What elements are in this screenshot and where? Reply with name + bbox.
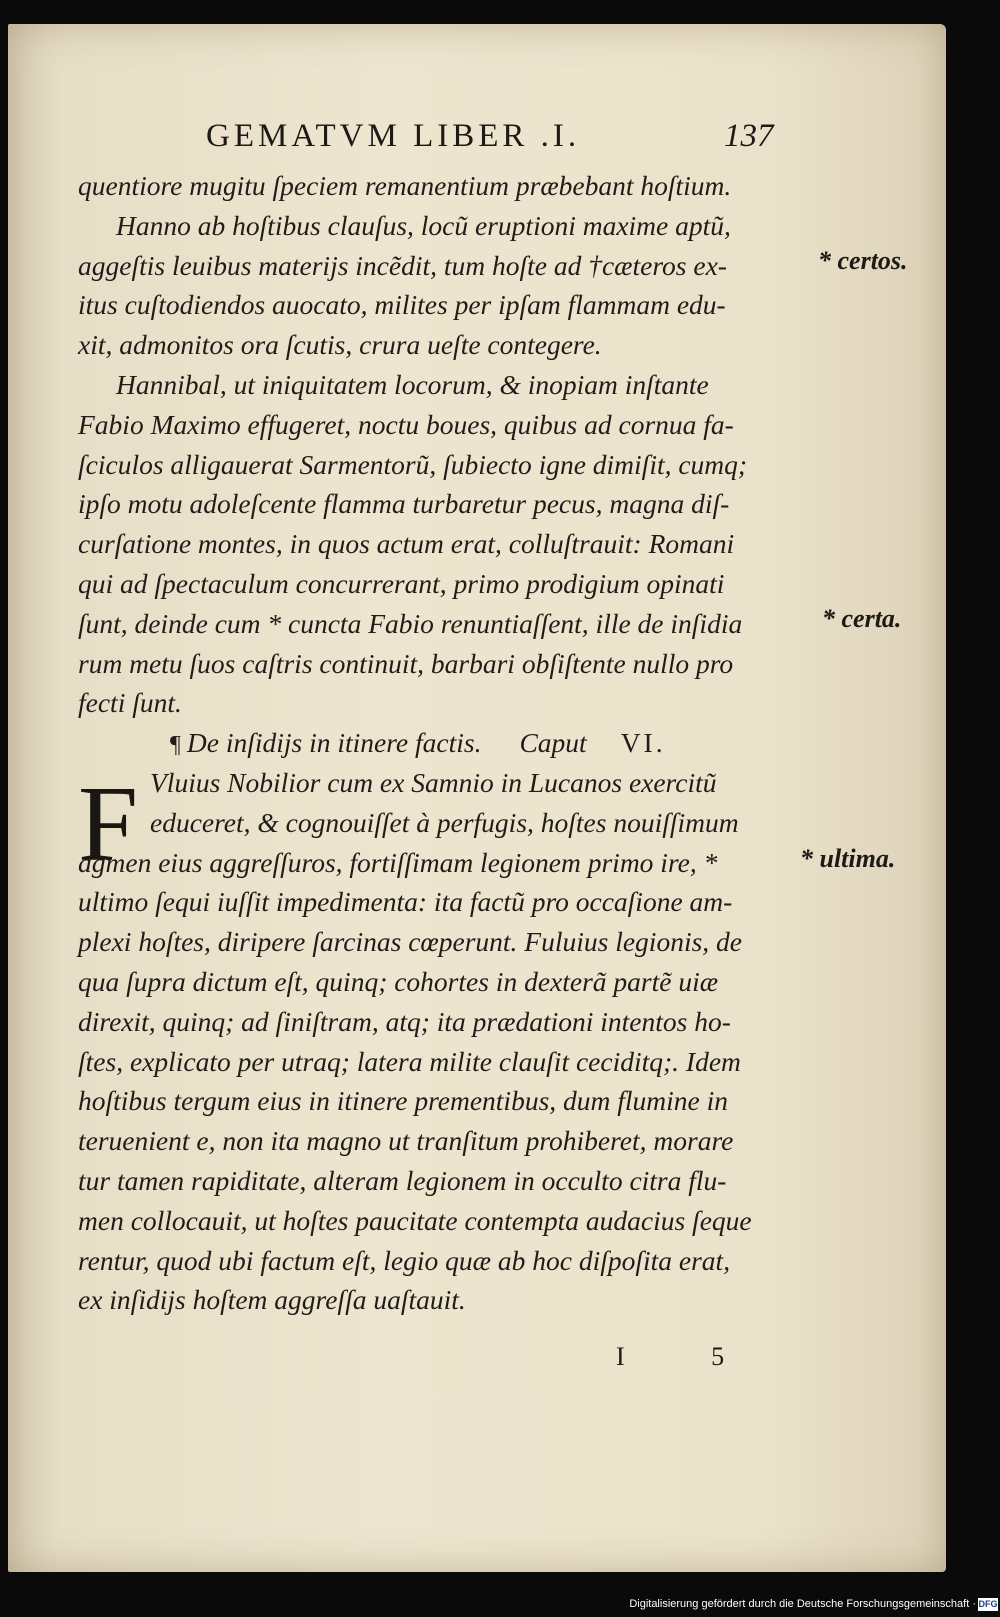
margin-note-certos: * certos. (818, 246, 908, 275)
text-line: ſunt, deinde cum * cuncta Fabio renuntiaſſent, ille de inſidia (78, 607, 743, 639)
text-line: ſciculos alligauerat Sarmentorũ, ſubiecto igne dimiſit, cumq; (78, 448, 748, 480)
text-line: curſatione montes, in quos actum erat, colluſtrauit: Romani (78, 528, 735, 560)
dfg-logo: DFG (978, 1599, 998, 1609)
running-title: GEMATVM LIBER .I. (206, 118, 581, 154)
drop-capital: F (78, 765, 139, 884)
chapter-number: VI. (620, 727, 666, 759)
text-line: agmen eius aggreſſuros, fortiſſimam legionem primo ire, * (78, 846, 718, 878)
paragraph-fulvius (78, 763, 818, 1320)
footer-bar (0, 1596, 1000, 1617)
text-line: Fabio Maximo effugeret, noctu boues, quibus ad cornua fa- (78, 408, 734, 440)
paragraph-hannibal (78, 365, 818, 723)
paragraph-hanno (78, 166, 818, 365)
pilcrow-mark: ¶ (170, 732, 181, 759)
text-line: hoſtibus tergum eius in itinere prementibus, dum flumine in (78, 1085, 729, 1117)
text-line: xit, admonitos ora ſcutis, crura ueſte contegere. (78, 329, 602, 361)
signature-mark: I 5 (616, 1342, 765, 1371)
body-text (78, 166, 818, 1320)
folio-number: 137 (724, 118, 774, 154)
text-line: rum metu ſuos caſtris continuit, barbari obſiſtente nullo pro (78, 647, 734, 679)
margin-note-certa: * certa. (822, 604, 902, 633)
text-line: itus cuſtodiendos auocato, milites per ipſam flammam edu- (78, 289, 726, 321)
margin-note-ultima: * ultima. (800, 844, 896, 873)
text-line: men collocauit, ut hoſtes paucitate contempta audacius ſeque (78, 1204, 752, 1236)
text-line: qui ad ſpectaculum concurrerant, primo prodigium opinati (78, 567, 725, 599)
text-line: ex inſidijs hoſtem aggreſſa uaſtauit. (78, 1284, 466, 1316)
chapter-heading (78, 723, 818, 763)
text-line: Hannibal, ut iniquitatem locorum, & inopiam inſtante (116, 368, 709, 400)
text-line: aggeſtis leuibus materijs incẽdit, tum hoſte ad †cæteros ex- (78, 249, 727, 281)
text-line: tur tamen rapiditate, alteram legionem in occulto citra flu- (78, 1164, 727, 1196)
chapter-caput: Caput (519, 727, 587, 759)
text-line: plexi hoſtes, diripere ſarcinas cœperunt. Fuluius legionis, de (78, 926, 742, 958)
text-line: direxit, quinq; ad ſiniſtram, atq; ita prædationi intentos ho- (78, 1005, 731, 1037)
funding-credit: Digitalisierung gefördert durch die Deutsche Forschungsgemeinschaft · (629, 1598, 976, 1610)
text-line: ſtes, explicato per utraq; latera milite clauſit ceciditq;. Idem (78, 1045, 741, 1077)
text-line: qua ſupra dictum eſt, quinq; cohortes in dexterã partẽ uiæ (78, 965, 719, 997)
chapter-title: De inſidijs in itinere factis. (186, 727, 482, 759)
text-line: educeret, & cognouiſſet à perfugis, hoſtes nouiſſimum (150, 806, 739, 838)
text-line: Hanno ab hoſtibus clauſus, locũ eruptioni maxime aptũ, (116, 209, 731, 241)
text-line: ultimo ſequi iuſſit impedimenta: ita factũ pro occaſione am- (78, 886, 733, 918)
text-line: teruenient e, non ita magno ut tranſitum prohiberet, morare (78, 1125, 734, 1157)
text-line: fecti ſunt. (78, 687, 182, 719)
text-line: Vluius Nobilior cum ex Samnio in Lucanos exercitũ (150, 766, 717, 798)
text-line: rentur, quod ubi factum eſt, legio quæ ab hoc diſpoſita erat, (78, 1244, 731, 1276)
page-header (0, 118, 1000, 168)
text-line: quentiore mugitu ſpeciem remanentium præbebant hoſtium. (78, 170, 732, 201)
text-line: ipſo motu adoleſcente flamma turbaretur pecus, magna diſ- (78, 488, 730, 520)
